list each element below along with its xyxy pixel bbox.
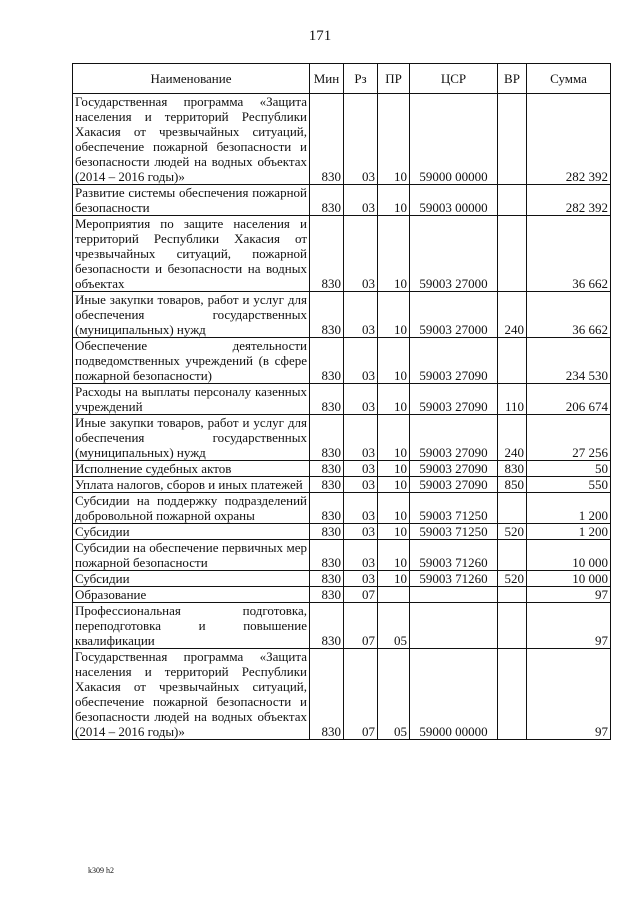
cell-pr: 10 [378, 185, 410, 216]
cell-rz: 03 [344, 477, 378, 493]
cell-min: 830 [310, 185, 344, 216]
cell-rz: 07 [344, 649, 378, 740]
cell-csr: 59003 27000 [410, 216, 498, 292]
cell-sum: 10 000 [527, 540, 611, 571]
cell-vr [498, 216, 527, 292]
cell-pr: 10 [378, 338, 410, 384]
cell-sum: 50 [527, 461, 611, 477]
cell-vr: 830 [498, 461, 527, 477]
cell-vr [498, 185, 527, 216]
cell-name: Уплата налогов, сборов и иных платежей [73, 477, 310, 493]
cell-csr: 59003 27090 [410, 384, 498, 415]
cell-name: Обеспечение деятельности подведомственных учреждений (в сфере пожарной безопасности) [73, 338, 310, 384]
table-row [73, 94, 611, 185]
cell-min: 830 [310, 571, 344, 587]
cell-min: 830 [310, 587, 344, 603]
cell-csr [410, 587, 498, 603]
cell-rz: 03 [344, 493, 378, 524]
cell-min: 830 [310, 338, 344, 384]
cell-rz: 03 [344, 524, 378, 540]
cell-vr [498, 603, 527, 649]
cell-min: 830 [310, 493, 344, 524]
cell-min: 830 [310, 384, 344, 415]
cell-pr: 10 [378, 540, 410, 571]
cell-vr [498, 540, 527, 571]
cell-sum: 206 674 [527, 384, 611, 415]
cell-vr: 240 [498, 415, 527, 461]
budget-table [72, 63, 611, 740]
cell-sum: 234 530 [527, 338, 611, 384]
header-csr: ЦСР [410, 64, 498, 94]
cell-csr: 59003 27090 [410, 461, 498, 477]
cell-rz: 03 [344, 185, 378, 216]
table-row [73, 649, 611, 740]
cell-csr: 59003 00000 [410, 185, 498, 216]
cell-name: Субсидии [73, 571, 310, 587]
cell-csr: 59003 71250 [410, 493, 498, 524]
cell-name: Исполнение судебных актов [73, 461, 310, 477]
cell-min: 830 [310, 94, 344, 185]
footer-code: k309 h2 [88, 866, 114, 875]
cell-vr: 520 [498, 571, 527, 587]
page-number: 171 [308, 28, 332, 44]
cell-csr: 59000 00000 [410, 94, 498, 185]
cell-rz: 07 [344, 603, 378, 649]
cell-name: Иные закупки товаров, работ и услуг для обеспечения государственных (муниципальных) нужд [73, 415, 310, 461]
cell-sum: 1 200 [527, 524, 611, 540]
cell-pr: 10 [378, 524, 410, 540]
cell-vr [498, 587, 527, 603]
cell-min: 830 [310, 540, 344, 571]
cell-name: Образование [73, 587, 310, 603]
cell-rz: 03 [344, 216, 378, 292]
cell-vr: 110 [498, 384, 527, 415]
cell-vr: 850 [498, 477, 527, 493]
table-row [73, 415, 611, 461]
header-rz: Рз [344, 64, 378, 94]
cell-sum: 550 [527, 477, 611, 493]
cell-rz: 07 [344, 587, 378, 603]
table-row [73, 524, 611, 540]
cell-pr: 10 [378, 477, 410, 493]
cell-min: 830 [310, 477, 344, 493]
cell-min: 830 [310, 524, 344, 540]
table-row [73, 477, 611, 493]
table-row [73, 216, 611, 292]
table-row [73, 338, 611, 384]
table-row [73, 292, 611, 338]
cell-name: Субсидии на обеспечение первичных мер пожарной безопасности [73, 540, 310, 571]
cell-pr: 10 [378, 216, 410, 292]
header-sum: Сумма [527, 64, 611, 94]
cell-vr: 240 [498, 292, 527, 338]
cell-csr: 59000 00000 [410, 649, 498, 740]
cell-name: Профессиональная подготовка, переподготовка и повышение квалификации [73, 603, 310, 649]
cell-min: 830 [310, 216, 344, 292]
cell-rz: 03 [344, 384, 378, 415]
cell-pr [378, 587, 410, 603]
cell-name: Развитие системы обеспечения пожарной безопасности [73, 185, 310, 216]
cell-sum: 282 392 [527, 94, 611, 185]
cell-vr [498, 493, 527, 524]
cell-min: 830 [310, 649, 344, 740]
cell-csr: 59003 27090 [410, 477, 498, 493]
cell-name: Иные закупки товаров, работ и услуг для обеспечения государственных (муниципальных) нужд [73, 292, 310, 338]
cell-pr: 05 [378, 649, 410, 740]
cell-min: 830 [310, 292, 344, 338]
cell-csr: 59003 71260 [410, 571, 498, 587]
cell-rz: 03 [344, 292, 378, 338]
cell-csr: 59003 71250 [410, 524, 498, 540]
cell-name: Мероприятия по защите населения и территорий Республики Хакасия от чрезвычайных ситуаций, пожарной безопасности и безопасности на водных объектах [73, 216, 310, 292]
cell-csr: 59003 27090 [410, 415, 498, 461]
table-row [73, 603, 611, 649]
cell-min: 830 [310, 461, 344, 477]
cell-pr: 10 [378, 493, 410, 524]
cell-csr [410, 603, 498, 649]
cell-pr: 10 [378, 571, 410, 587]
cell-rz: 03 [344, 338, 378, 384]
cell-min: 830 [310, 415, 344, 461]
cell-sum: 1 200 [527, 493, 611, 524]
cell-name: Расходы на выплаты персоналу казенных учреждений [73, 384, 310, 415]
table-row [73, 384, 611, 415]
cell-pr: 05 [378, 603, 410, 649]
cell-sum: 36 662 [527, 292, 611, 338]
cell-sum: 97 [527, 587, 611, 603]
cell-rz: 03 [344, 415, 378, 461]
cell-sum: 10 000 [527, 571, 611, 587]
table-row [73, 571, 611, 587]
cell-csr: 59003 27090 [410, 338, 498, 384]
header-vr: ВР [498, 64, 527, 94]
cell-sum: 97 [527, 649, 611, 740]
cell-csr: 59003 71260 [410, 540, 498, 571]
cell-vr [498, 94, 527, 185]
cell-vr: 520 [498, 524, 527, 540]
cell-pr: 10 [378, 415, 410, 461]
cell-sum: 97 [527, 603, 611, 649]
header-pr: ПР [378, 64, 410, 94]
cell-csr: 59003 27000 [410, 292, 498, 338]
header-row [73, 64, 611, 94]
cell-sum: 27 256 [527, 415, 611, 461]
cell-min: 830 [310, 603, 344, 649]
table-row [73, 540, 611, 571]
table-row [73, 587, 611, 603]
cell-vr [498, 338, 527, 384]
cell-name: Государственная программа «Защита населения и территорий Республики Хакасия от чрезвычайных ситуаций, обеспечение пожарной безопасности и безопасности людей на водных объектах (2014 – 2016 годы)» [73, 94, 310, 185]
cell-rz: 03 [344, 461, 378, 477]
cell-name: Субсидии на поддержку подразделений добровольной пожарной охраны [73, 493, 310, 524]
table-row [73, 185, 611, 216]
cell-pr: 10 [378, 461, 410, 477]
cell-name: Государственная программа «Защита населения и территорий Республики Хакасия от чрезвычайных ситуаций, обеспечение пожарной безопасности и безопасности людей на водных объектах (2014 – 2016 годы)» [73, 649, 310, 740]
header-min: Мин [310, 64, 344, 94]
cell-sum: 282 392 [527, 185, 611, 216]
cell-name: Субсидии [73, 524, 310, 540]
table-row [73, 493, 611, 524]
table-row [73, 461, 611, 477]
cell-vr [498, 649, 527, 740]
cell-pr: 10 [378, 94, 410, 185]
cell-rz: 03 [344, 571, 378, 587]
cell-pr: 10 [378, 384, 410, 415]
cell-sum: 36 662 [527, 216, 611, 292]
cell-rz: 03 [344, 94, 378, 185]
header-name: Наименование [73, 64, 310, 94]
cell-pr: 10 [378, 292, 410, 338]
cell-rz: 03 [344, 540, 378, 571]
